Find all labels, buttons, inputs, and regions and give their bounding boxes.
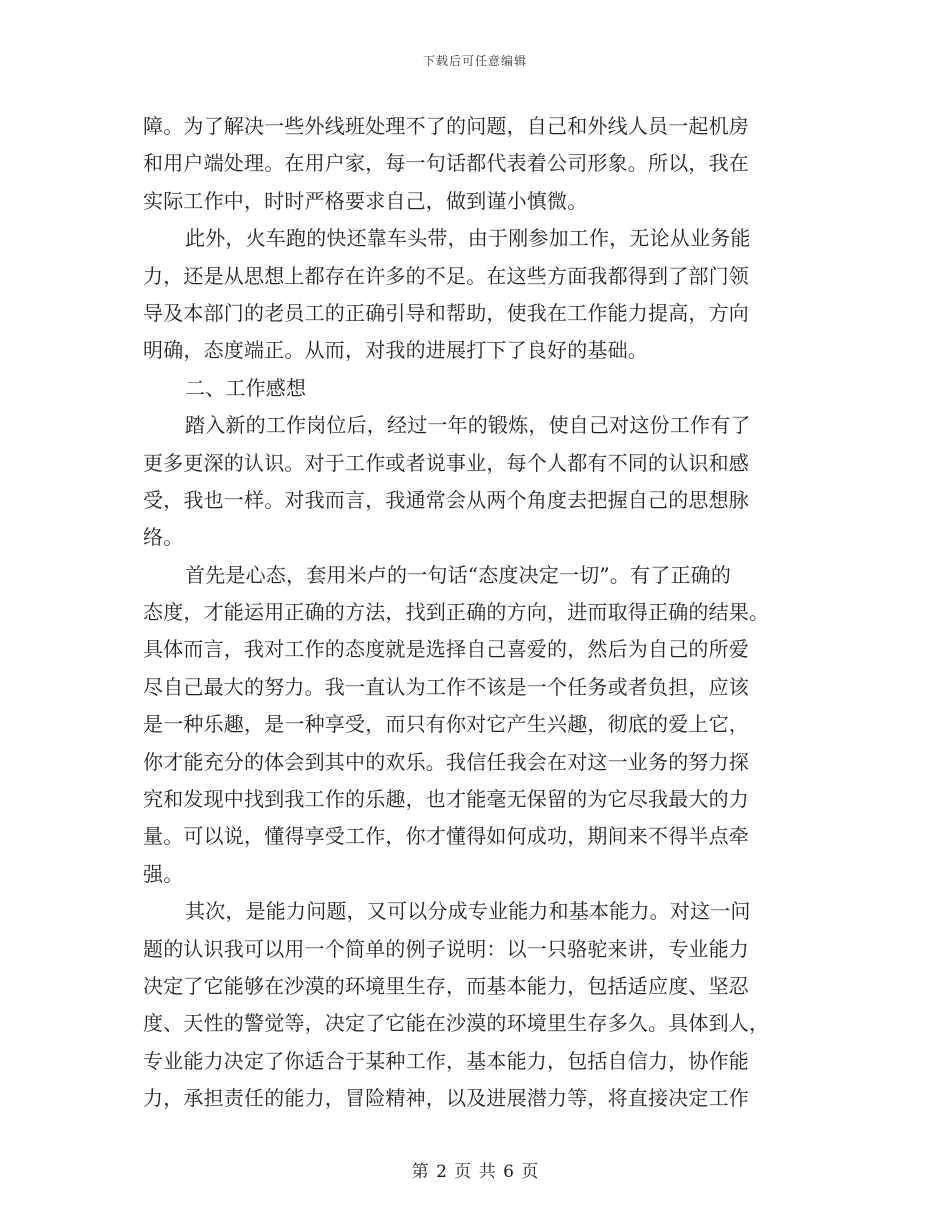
- text-line: 究和发现中找到我工作的乐趣，也才能毫无保留的为它尽我最大的力: [143, 787, 749, 812]
- text-line: 题的认识我可以用一个简单的例子说明：以一只骆驼来讲，专业能力: [143, 936, 749, 961]
- text-line: 强。: [143, 861, 184, 886]
- text-line: 尽自己最大的努力。我一直认为工作不该是一个任务或者负担，应该: [143, 674, 749, 699]
- text-line: 首先是心态，套用米卢的一句话“态度决定一切”。有了正确的: [185, 562, 732, 587]
- text-line: 和用户端处理。在用户家，每一句话都代表着公司形象。所以，我在: [143, 151, 749, 176]
- text-line: 力，还是从思想上都存在许多的不足。在这些方面我都得到了部门领: [143, 263, 749, 288]
- text-line: 态度，才能运用正确的方法，找到正确的方向，进而取得正确的结果。: [143, 600, 770, 625]
- text-line: 明确，态度端正。从而，对我的进展打下了良好的基础。: [143, 338, 648, 363]
- text-line: 专业能力决定了你适合于某种工作，基本能力，包括自信力，协作能: [143, 1048, 749, 1073]
- page-header: 下载后可任意编辑: [422, 54, 527, 68]
- text-line: 受，我也一样。对我而言，我通常会从两个角度去把握自己的思想脉: [143, 487, 749, 512]
- text-line: 量。可以说，懂得享受工作，你才懂得如何成功，期间来不得半点牵: [143, 824, 749, 849]
- document-body: [143, 108, 810, 1118]
- text-line: 二、工作感想: [185, 375, 307, 400]
- page-number-footer: 第 2 页 共 6 页: [411, 1162, 539, 1182]
- text-line: 是一种乐趣，是一种享受，而只有你对它产生兴趣，彻底的爱上它，: [143, 712, 749, 737]
- text-line: 踏入新的工作岗位后，经过一年的锻炼，使自己对这份工作有了: [185, 413, 751, 438]
- text-line: 更多更深的认识。对于工作或者说事业，每个人都有不同的认识和感: [143, 450, 749, 475]
- text-line: 其次，是能力问题，又可以分成专业能力和基本能力。对这一问: [185, 899, 751, 924]
- text-line: 你才能充分的体会到其中的欢乐。我信任我会在对这一业务的努力探: [143, 749, 749, 774]
- text-line: 导及本部门的老员工的正确引导和帮助，使我在工作能力提高，方向: [143, 300, 749, 325]
- text-line: 度、天性的警觉等，决定了它能在沙漠的环境里生存多久。具体到人，: [143, 1011, 770, 1036]
- text-line: 实际工作中，时时严格要求自己，做到谨小慎微。: [143, 188, 588, 213]
- text-line: 具体而言，我对工作的态度就是选择自己喜爱的，然后为自己的所爱: [143, 637, 749, 662]
- text-line: 障。为了解决一些外线班处理不了的问题，自己和外线人员一起机房: [143, 114, 749, 138]
- text-line: 此外，火车跑的快还靠车头带，由于刚参加工作，无论从业务能: [185, 226, 751, 251]
- text-line: 络。: [143, 525, 184, 550]
- text-line: 力，承担责任的能力，冒险精神，以及进展潜力等，将直接决定工作: [143, 1086, 749, 1111]
- text-line: 决定了它能够在沙漠的环境里生存，而基本能力，包括适应度、坚忍: [143, 973, 749, 998]
